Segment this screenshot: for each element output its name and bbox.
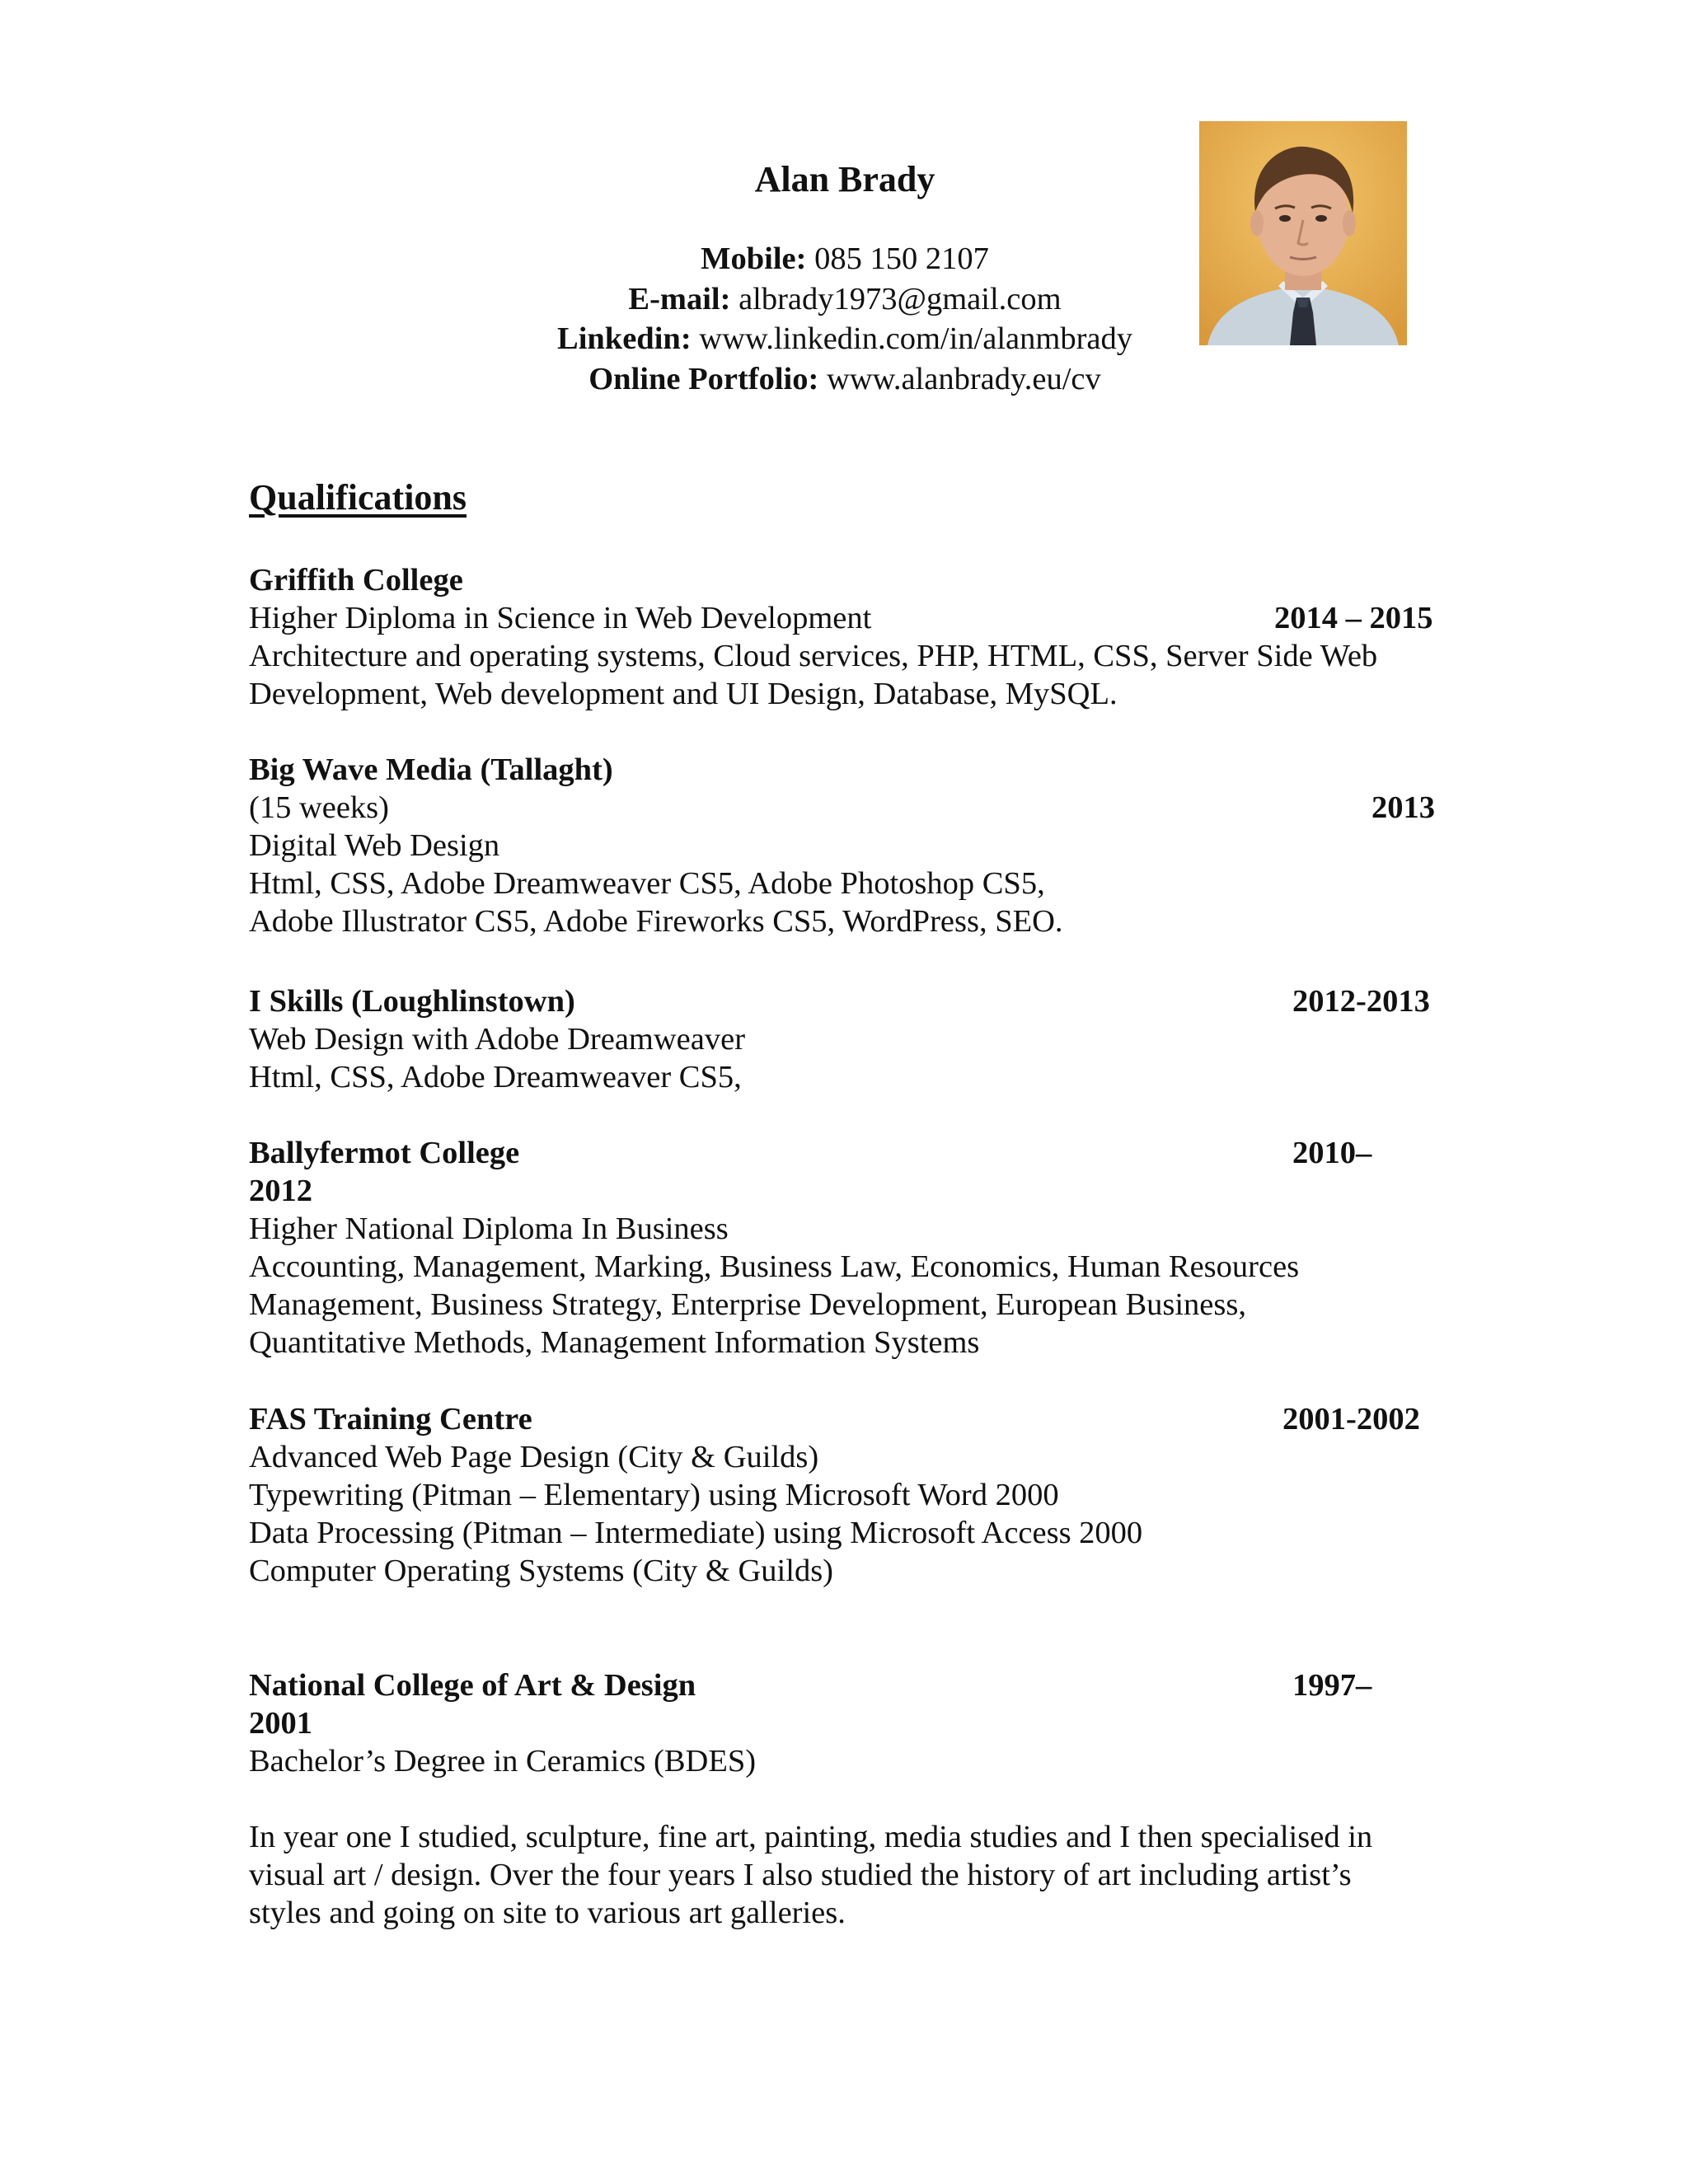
institution-name: National College of Art & Design bbox=[249, 1668, 696, 1703]
entry-dates: 2012-2013 bbox=[1292, 984, 1430, 1019]
entry-line: Typewriting (Pitman – Elementary) using Microsoft Word 2000 bbox=[249, 1478, 1059, 1512]
contact-email bbox=[462, 279, 1228, 320]
entry-line: Computer Operating Systems (City & Guilds) bbox=[249, 1554, 833, 1588]
entry-dates: 2013 bbox=[1372, 790, 1435, 825]
institution-name: Big Wave Media (Tallaght) bbox=[249, 752, 613, 787]
contact-label: Online Portfolio: bbox=[588, 361, 819, 396]
entry-line: Quantitative Methods, Management Information Systems bbox=[249, 1325, 980, 1360]
entry-dates: 2014 – 2015 bbox=[1274, 601, 1433, 635]
paragraph-line: In year one I studied, sculpture, fine art, painting, media studies and I then specialised in bbox=[249, 1820, 1373, 1854]
paragraph-line: visual art / design. Over the four years I also studied the history of art including artist’s bbox=[249, 1858, 1352, 1892]
entry-line: Html, CSS, Adobe Dreamweaver CS5, Adobe Photoshop CS5, bbox=[249, 866, 1045, 901]
entry-line: Html, CSS, Adobe Dreamweaver CS5, bbox=[249, 1060, 742, 1094]
contact-value: 085 150 2107 bbox=[814, 241, 989, 276]
entry-line: Web Design with Adobe Dreamweaver bbox=[249, 1022, 746, 1057]
entry-line: Digital Web Design bbox=[249, 828, 500, 863]
entry-line: Architecture and operating systems, Cloud services, PHP, HTML, CSS, Server Side Web bbox=[249, 639, 1378, 673]
section-heading-qualifications: Qualifications bbox=[249, 477, 467, 518]
entry-line: Higher Diploma in Science in Web Development bbox=[249, 601, 872, 635]
contact-label: E-mail: bbox=[628, 281, 731, 316]
entry-dates: 2001-2002 bbox=[1282, 1402, 1420, 1436]
contact-portfolio bbox=[462, 359, 1228, 400]
entry-line: Development, Web development and UI Design, Database, MySQL. bbox=[249, 677, 1118, 711]
contact-value: albrady1973@gmail.com bbox=[738, 281, 1062, 316]
entry-dates-wrap: 2001 bbox=[249, 1706, 312, 1741]
cv-name: Alan Brady bbox=[754, 159, 935, 199]
contact-mobile bbox=[462, 239, 1228, 279]
entry-line: Data Processing (Pitman – Intermediate) using Microsoft Access 2000 bbox=[249, 1516, 1143, 1550]
profile-photo bbox=[1199, 121, 1407, 345]
contact-value: www.alanbrady.eu/cv bbox=[826, 361, 1101, 396]
entry-dates: 1997– bbox=[1292, 1668, 1372, 1703]
institution-name: Ballyfermot College bbox=[249, 1136, 520, 1170]
entry-line: Higher National Diploma In Business bbox=[249, 1212, 729, 1246]
contact-label: Linkedin: bbox=[557, 321, 692, 356]
entry-dates-wrap: 2012 bbox=[249, 1174, 312, 1208]
entry-line: Advanced Web Page Design (City & Guilds) bbox=[249, 1440, 819, 1474]
institution-name: I Skills (Loughlinstown) bbox=[249, 984, 575, 1019]
entry-dates: 2010– bbox=[1292, 1136, 1372, 1170]
contact-value: www.linkedin.com/in/alanmbrady bbox=[699, 321, 1132, 356]
entry-line: Bachelor’s Degree in Ceramics (BDES) bbox=[249, 1744, 757, 1779]
contact-label: Mobile: bbox=[701, 241, 807, 276]
entry-line: Adobe Illustrator CS5, Adobe Fireworks CS5, WordPress, SEO. bbox=[249, 904, 1063, 939]
institution-name: Griffith College bbox=[249, 563, 463, 598]
paragraph-line: styles and going on site to various art galleries. bbox=[249, 1896, 846, 1930]
institution-name: FAS Training Centre bbox=[249, 1402, 532, 1436]
entry-line: Accounting, Management, Marking, Business Law, Economics, Human Resources bbox=[249, 1249, 1300, 1284]
entry-line: (15 weeks) bbox=[249, 790, 389, 825]
contact-block bbox=[462, 239, 1228, 399]
contact-linkedin bbox=[462, 319, 1228, 359]
entry-line: Management, Business Strategy, Enterprise Development, European Business, bbox=[249, 1287, 1246, 1322]
